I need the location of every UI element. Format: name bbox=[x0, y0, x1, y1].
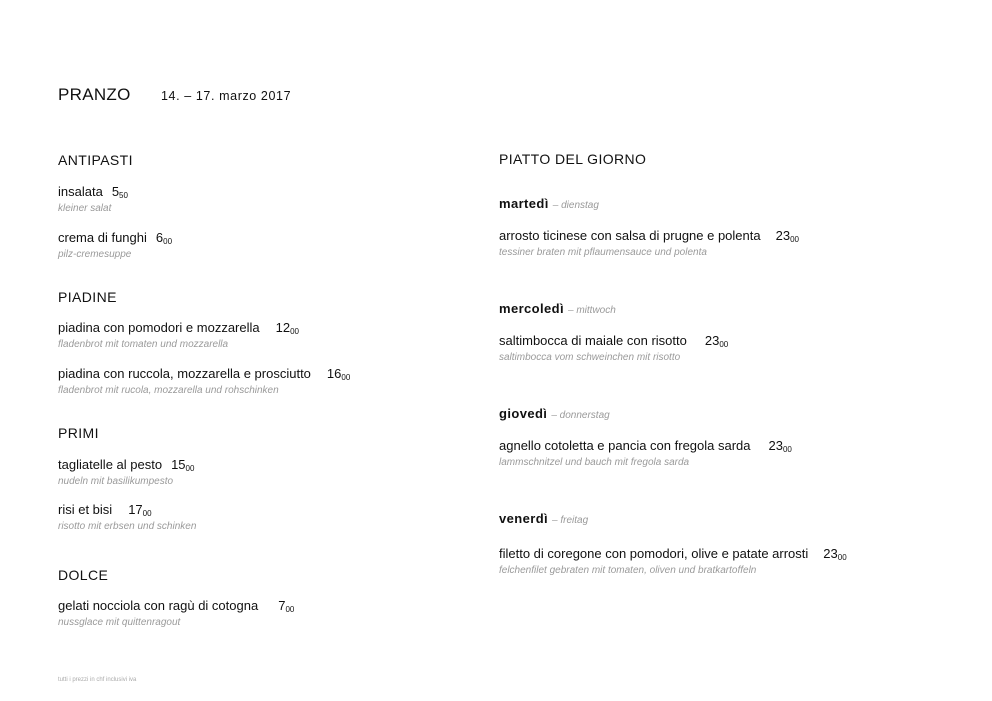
menu-item bbox=[58, 457, 194, 488]
item-price: $7_{00}$ bbox=[278, 598, 295, 614]
menu-item bbox=[58, 502, 196, 533]
item-price: $6_{00}$ bbox=[155, 230, 173, 246]
item-name: piadina con ruccola, mozzarella e prosciutto bbox=[58, 366, 311, 381]
menu-item bbox=[58, 320, 299, 351]
day-label: venerdì – freitag bbox=[499, 511, 589, 526]
item-price: $23_{00}$ bbox=[768, 438, 792, 454]
section-heading-piatto-del-giorno: PIATTO DEL GIORNO bbox=[499, 151, 647, 167]
day-label: martedì – dienstag bbox=[499, 196, 599, 211]
item-price: $17_{00}$ bbox=[128, 502, 152, 518]
menu-item bbox=[58, 366, 350, 397]
item-name: gelati nocciola con ragù di cotogna bbox=[58, 598, 259, 613]
menu-item bbox=[58, 184, 128, 215]
item-name: piadina con pomodori e mozzarella bbox=[58, 320, 260, 335]
item-price: $23_{00}$ bbox=[775, 228, 799, 244]
menu-item bbox=[499, 546, 847, 577]
menu-dates: 14. – 17. marzo 2017 bbox=[161, 89, 292, 103]
item-name: saltimbocca di maiale con risotto bbox=[499, 333, 687, 348]
item-translation: fladenbrot mit tomaten und mozzarella bbox=[58, 339, 229, 350]
menu-item bbox=[58, 598, 294, 629]
section-heading-dolce: DOLCE bbox=[58, 567, 109, 583]
item-name: risi et bisi bbox=[58, 502, 113, 517]
menu-item bbox=[499, 333, 728, 364]
item-translation: pilz-cremesuppe bbox=[58, 249, 132, 260]
item-translation: felchenfilet gebraten mit tomaten, oliven und bratkartoffeln bbox=[499, 565, 757, 576]
item-translation: nudeln mit basilikumpesto bbox=[58, 476, 174, 487]
item-price: $15_{00}$ bbox=[171, 457, 195, 473]
section-heading-antipasti: ANTIPASTI bbox=[58, 152, 133, 168]
menu-item bbox=[499, 228, 799, 259]
menu-item bbox=[499, 438, 792, 469]
item-name: filetto di coregone con pomodori, olive e patate arrosti bbox=[499, 546, 809, 561]
item-price: $23_{00}$ bbox=[704, 333, 729, 349]
day-label: giovedì – donnerstag bbox=[499, 406, 610, 421]
item-translation: saltimbocca vom schweinchen mit risotto bbox=[499, 352, 681, 363]
menu-item bbox=[58, 230, 172, 261]
item-translation: fladenbrot mit rucola, mozzarella und rohschinken bbox=[58, 385, 279, 396]
item-name: crema di funghi bbox=[58, 230, 147, 245]
day-label: mercoledì – mittwoch bbox=[499, 301, 616, 316]
item-price: $16_{00}$ bbox=[326, 366, 351, 382]
item-name: tagliatelle al pesto bbox=[58, 457, 163, 472]
item-name: arrosto ticinese con salsa di prugne e polenta bbox=[499, 228, 761, 243]
item-translation: nussglace mit quittenragout bbox=[58, 617, 181, 628]
section-heading-piadine: PIADINE bbox=[58, 289, 117, 305]
item-translation: lammschnitzel und bauch mit fregola sarda bbox=[499, 457, 690, 468]
item-name: insalata bbox=[58, 184, 103, 199]
item-translation: kleiner salat bbox=[58, 203, 112, 214]
item-translation: tessiner braten mit pflaumensauce und polenta bbox=[499, 247, 707, 258]
item-price: $5_{50}$ bbox=[111, 184, 128, 200]
item-price: $12_{00}$ bbox=[275, 320, 299, 336]
menu-title: PRANZO bbox=[58, 85, 131, 104]
section-heading-primi: PRIMI bbox=[58, 425, 99, 441]
item-price: $23_{00}$ bbox=[823, 546, 847, 562]
footer-note: tutti i prezzi in chf inclusivi iva bbox=[58, 677, 137, 683]
item-translation: risotto mit erbsen und schinken bbox=[58, 521, 197, 532]
item-name: agnello cotoletta e pancia con fregola sarda bbox=[499, 438, 751, 453]
